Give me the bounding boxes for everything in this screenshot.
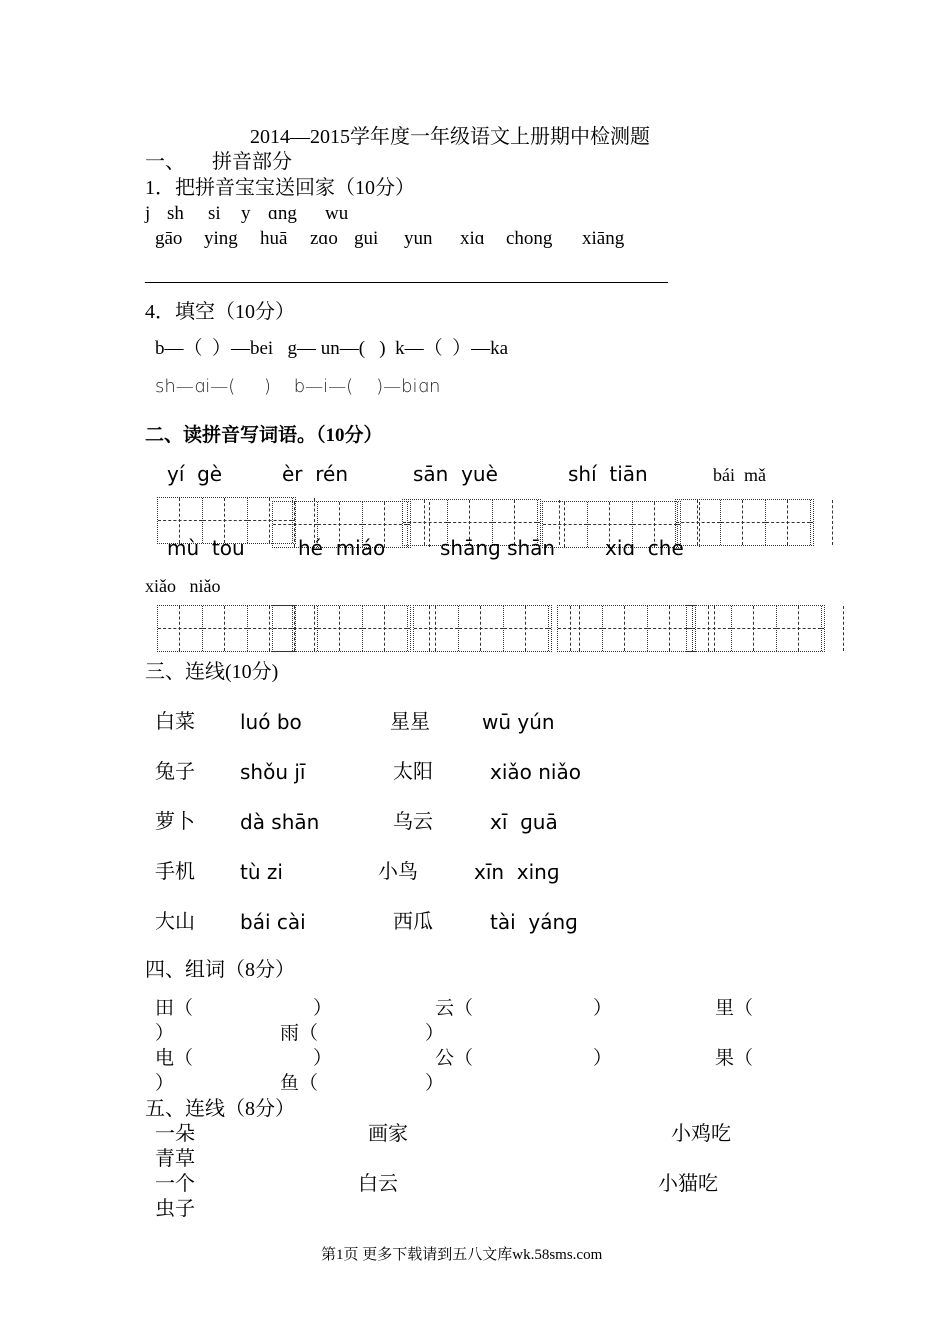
word-prompt: 田（ [155,998,194,1019]
grid-cell[interactable] [549,606,551,651]
grid-cell[interactable] [811,500,813,545]
right-pinyin[interactable]: wū yún [482,710,555,734]
match-item[interactable]: 一个 [155,1173,195,1195]
right-pinyin[interactable]: tài yánɡ [490,910,578,934]
left-word[interactable]: 兔子 [155,761,195,783]
right-word[interactable]: 小鸟 [378,861,418,883]
word-prompt: ） [155,1023,175,1044]
grid-cell[interactable] [822,606,824,651]
pinyin-label: bái mǎ [713,465,766,485]
grid-cell[interactable] [558,606,603,651]
word-prompt: ） [425,1023,445,1044]
match-item[interactable]: 虫子 [155,1198,195,1220]
pinyin-row2-item: gāo [155,228,183,249]
pinyin-label: shānɡ shān [440,536,556,560]
pinyin-label: hé miáo [298,536,386,560]
left-word[interactable]: 萝卜 [155,811,195,833]
question1-title: 1．把拼音宝宝送回家（10分） [145,177,415,199]
pinyin-label: èr rén [282,462,349,486]
word-prompt: ） [313,998,333,1019]
page-footer: 第1页 更多下载请到五八文库wk.58sms.com [321,1247,603,1263]
section3-heading: 三、连线(10分) [145,661,279,683]
grid-cell[interactable] [273,606,318,651]
match-item[interactable]: 白云 [358,1173,398,1195]
match-item[interactable]: 画家 [368,1123,408,1145]
pinyin-row2-item: ying [204,228,238,249]
word-prompt: 里（ [715,998,754,1019]
left-pinyin[interactable]: dà shān [240,810,320,834]
right-word[interactable]: 太阳 [393,761,433,783]
fill-line-2: sh—ɑi—( ) b—i—( )—biɑn [155,376,441,397]
match-item[interactable]: 小鸡吃 [671,1123,731,1145]
pinyin-row2-item: gui [354,228,379,249]
word-prompt: ） [155,1073,175,1094]
word-prompt: 电（ [155,1048,194,1069]
grid-cell[interactable] [721,500,766,545]
left-word[interactable]: 大山 [155,911,195,933]
pinyin-label: xiǎo niǎo [145,576,221,596]
pinyin-row1-item: j [145,203,151,224]
grid-cell[interactable] [687,606,732,651]
pinyin-row2-item: yun [404,228,433,249]
question4-title: 4．填空（10分） [145,301,295,323]
word-prompt: ） [425,1073,445,1094]
section1-heading-number: 一、 [145,151,185,173]
left-pinyin[interactable]: shǒu jī [240,760,306,784]
pinyin-row2-item: xiɑ [460,228,485,249]
left-pinyin[interactable]: luó bo [240,710,302,734]
word-prompt: ） [313,1048,333,1069]
pinyin-label: shí tiān [568,462,648,486]
word-prompt: 鱼（ [280,1073,319,1094]
word-prompt: 公（ [435,1048,474,1069]
word-prompt: ） [593,1048,613,1069]
word-prompt: ） [593,998,613,1019]
word-prompt: 云（ [435,998,474,1019]
pinyin-row1-item: ɑng [268,203,297,224]
grid-cell[interactable] [203,606,248,651]
word-prompt: 雨（ [280,1023,319,1044]
left-word[interactable]: 白菜 [155,711,195,733]
writing-grid[interactable] [686,605,825,652]
writing-grid[interactable] [413,605,552,652]
grid-cell[interactable] [732,606,777,651]
grid-cell[interactable] [766,500,811,545]
left-pinyin[interactable]: bái cài [240,910,306,934]
grid-cell[interactable] [414,606,459,651]
grid-cell[interactable] [158,606,203,651]
right-word[interactable]: 西瓜 [393,911,433,933]
section4-heading: 四、组词（8分） [145,959,295,981]
fill-line-1: b—（ ）—bei g— un—( ) k—（ ）—ka [155,338,509,359]
pinyin-row1-item: y [241,203,251,224]
match-item[interactable]: 小猫吃 [658,1173,718,1195]
section1-heading: 拼音部分 [212,151,292,173]
section5-heading: 五、连线（8分） [145,1098,295,1120]
grid-cell[interactable] [459,606,504,651]
right-word[interactable]: 星星 [390,711,430,733]
grid-cell[interactable] [777,606,822,651]
left-pinyin[interactable]: tù zi [240,860,283,884]
answer-rule: ————————————————————————————— [145,271,667,292]
pinyin-label: mù tou [167,536,245,560]
pinyin-row1-item: wu [325,203,349,224]
grid-cell[interactable] [363,606,408,651]
pinyin-row1-item: si [208,203,221,224]
right-word[interactable]: 乌云 [393,811,433,833]
right-pinyin[interactable]: xīn xinɡ [474,860,560,884]
match-item[interactable]: 青草 [155,1148,195,1170]
pinyin-label: xiɑ che [605,536,684,560]
writing-grid[interactable] [557,605,696,652]
pinyin-row2-item: chong [506,228,553,249]
grid-cell[interactable] [603,606,648,651]
section2-heading: 二、读拼音写词语。（10分） [145,425,383,446]
pinyin-row2-item: zɑo [310,228,338,249]
pinyin-row2-item: xiāng [582,228,625,249]
right-pinyin[interactable]: xiǎo niǎo [490,760,581,784]
pinyin-label: yí gè [167,462,223,486]
grid-cell[interactable] [408,606,410,651]
left-word[interactable]: 手机 [155,861,195,883]
match-item[interactable]: 一朵 [155,1123,195,1145]
pinyin-label: sān yuè [413,462,498,486]
page-title: 2014—2015学年度一年级语文上册期中检测题 [250,126,650,148]
writing-grid[interactable] [675,499,814,546]
word-prompt: 果（ [715,1048,754,1069]
writing-grid[interactable] [272,605,411,652]
right-pinyin[interactable]: xī ɡuā [490,810,558,834]
pinyin-row2-item: huā [260,228,288,249]
pinyin-row1-item: sh [167,203,184,224]
grid-cell[interactable] [318,606,363,651]
grid-cell[interactable] [504,606,549,651]
